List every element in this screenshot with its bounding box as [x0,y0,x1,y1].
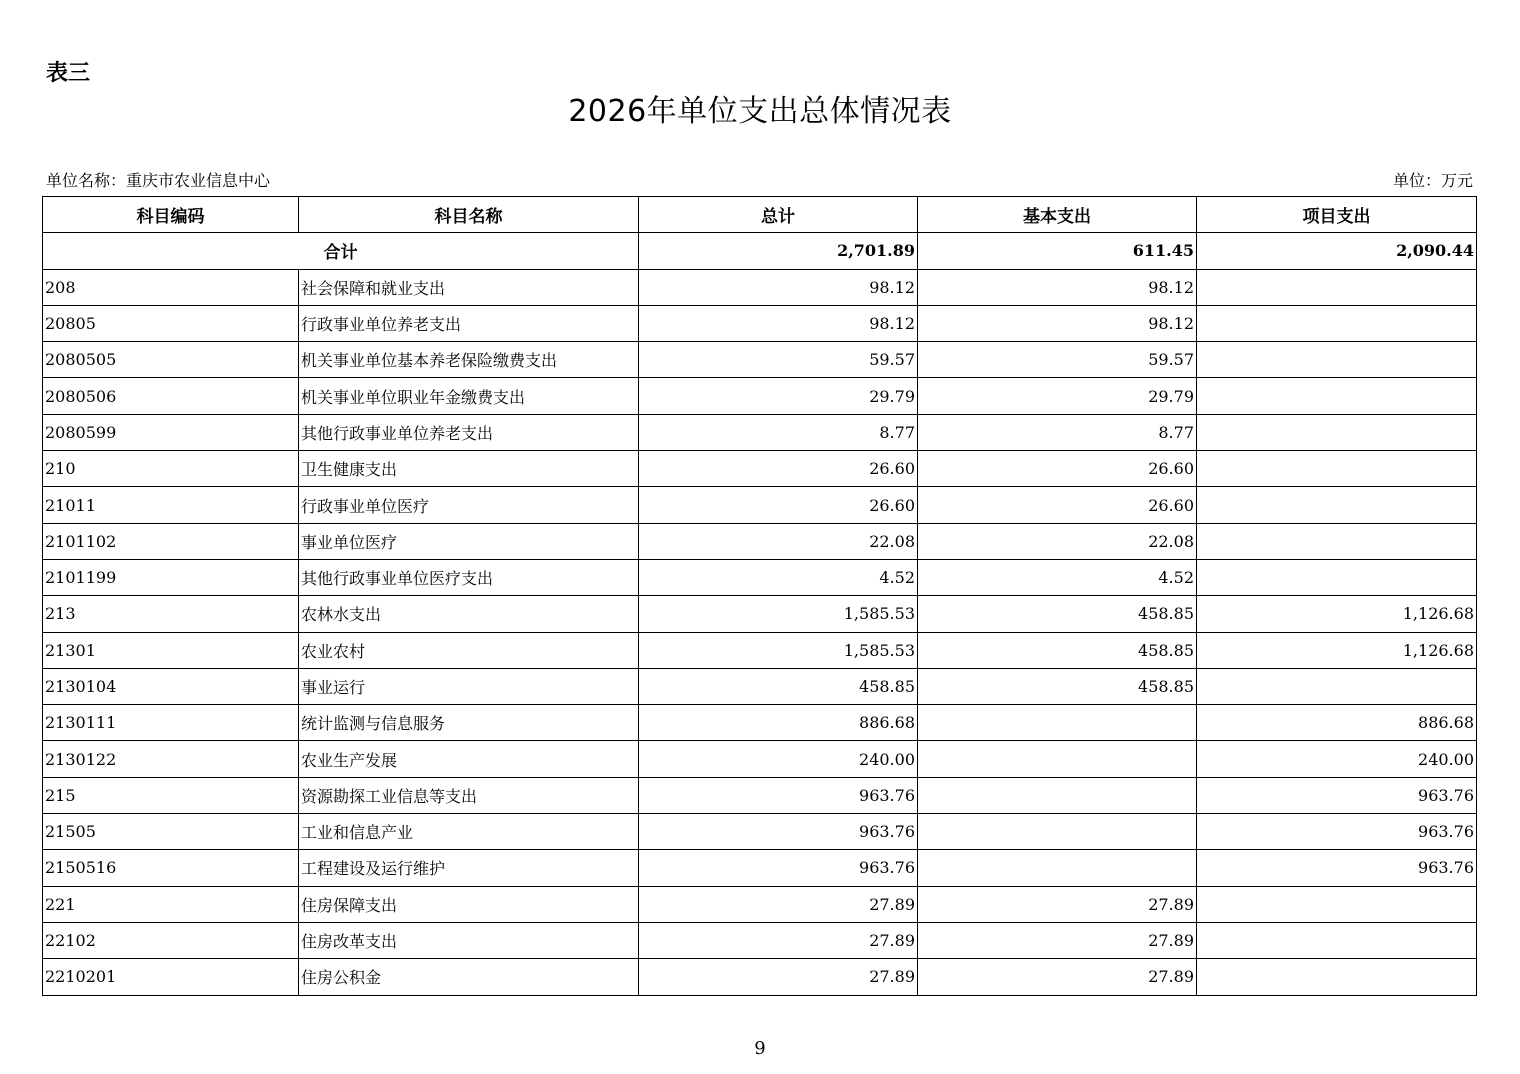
column-header-total: 总计 [639,197,918,233]
cell-total: 27.89 [639,886,918,922]
cell-project: 963.76 [1197,777,1477,813]
cell-name: 住房改革支出 [299,922,639,958]
cell-basic: 458.85 [918,668,1197,704]
cell-project [1197,487,1477,523]
total-project: 2,090.44 [1197,233,1477,269]
cell-basic: 27.89 [918,886,1197,922]
cell-project [1197,342,1477,378]
cell-name: 机关事业单位基本养老保险缴费支出 [299,342,639,378]
cell-code: 215 [43,777,299,813]
table-row [43,705,1477,741]
cell-code: 2080506 [43,378,299,414]
unit-measure: 单位：万元 [1392,171,1473,190]
cell-total: 1,585.53 [639,596,918,632]
page-number: 9 [754,1038,766,1059]
column-header-code: 科目编码 [43,197,299,233]
cell-total: 8.77 [639,414,918,450]
cell-code: 2150516 [43,850,299,886]
cell-code: 208 [43,269,299,305]
table-row [43,922,1477,958]
cell-total: 59.57 [639,342,918,378]
cell-total: 458.85 [639,668,918,704]
cell-name: 工业和信息产业 [299,814,639,850]
cell-project [1197,886,1477,922]
table-row [43,305,1477,341]
table-row [43,523,1477,559]
cell-basic: 22.08 [918,523,1197,559]
total-label: 合计 [43,233,639,269]
cell-code: 21505 [43,814,299,850]
table-row [43,814,1477,850]
table-row [43,632,1477,668]
cell-total: 27.89 [639,922,918,958]
cell-project [1197,269,1477,305]
cell-total: 26.60 [639,451,918,487]
cell-name: 住房保障支出 [299,886,639,922]
table-row [43,487,1477,523]
cell-name: 社会保障和就业支出 [299,269,639,305]
table-row [43,269,1477,305]
table-row [43,886,1477,922]
cell-total: 26.60 [639,487,918,523]
cell-name: 住房公积金 [299,959,639,995]
cell-basic: 27.89 [918,922,1197,958]
table-row [43,451,1477,487]
cell-name: 机关事业单位职业年金缴费支出 [299,378,639,414]
cell-project: 963.76 [1197,850,1477,886]
cell-basic: 26.60 [918,487,1197,523]
cell-code: 210 [43,451,299,487]
cell-code: 21011 [43,487,299,523]
cell-code: 22102 [43,922,299,958]
cell-name: 卫生健康支出 [299,451,639,487]
cell-total: 22.08 [639,523,918,559]
cell-name: 事业单位医疗 [299,523,639,559]
cell-basic: 8.77 [918,414,1197,450]
table-row [43,342,1477,378]
table-row [43,741,1477,777]
table-row [43,959,1477,995]
cell-basic [918,705,1197,741]
table-header-row [43,197,1477,233]
cell-project: 240.00 [1197,741,1477,777]
cell-basic [918,814,1197,850]
table-row [43,850,1477,886]
cell-code: 2101199 [43,559,299,595]
cell-code: 2130104 [43,668,299,704]
cell-project [1197,414,1477,450]
cell-basic [918,850,1197,886]
cell-code: 2101102 [43,523,299,559]
cell-total: 240.00 [639,741,918,777]
cell-basic: 29.79 [918,378,1197,414]
cell-code: 20805 [43,305,299,341]
cell-total: 886.68 [639,705,918,741]
cell-total: 29.79 [639,378,918,414]
cell-total: 98.12 [639,305,918,341]
cell-name: 事业运行 [299,668,639,704]
cell-basic: 458.85 [918,596,1197,632]
cell-project [1197,523,1477,559]
unit-name: 单位名称：重庆市农业信息中心 [46,171,271,190]
cell-project [1197,378,1477,414]
cell-name: 其他行政事业单位医疗支出 [299,559,639,595]
cell-total: 98.12 [639,269,918,305]
cell-total: 27.89 [639,959,918,995]
cell-code: 2080599 [43,414,299,450]
table-row [43,378,1477,414]
cell-code: 2210201 [43,959,299,995]
cell-name: 农林水支出 [299,596,639,632]
cell-total: 1,585.53 [639,632,918,668]
cell-code: 2080505 [43,342,299,378]
cell-basic: 458.85 [918,632,1197,668]
cell-basic: 27.89 [918,959,1197,995]
table-label: 表三 [46,61,91,86]
cell-basic [918,741,1197,777]
cell-code: 2130122 [43,741,299,777]
cell-code: 213 [43,596,299,632]
cell-name: 农业生产发展 [299,741,639,777]
cell-project [1197,305,1477,341]
table-row [43,559,1477,595]
cell-project [1197,559,1477,595]
column-header-project: 项目支出 [1197,197,1477,233]
cell-total: 963.76 [639,777,918,813]
column-header-basic: 基本支出 [918,197,1197,233]
cell-name: 其他行政事业单位养老支出 [299,414,639,450]
cell-name: 工程建设及运行维护 [299,850,639,886]
cell-project [1197,451,1477,487]
cell-name: 行政事业单位养老支出 [299,305,639,341]
cell-project [1197,959,1477,995]
cell-project [1197,922,1477,958]
cell-basic: 4.52 [918,559,1197,595]
table-row [43,777,1477,813]
table-row [43,668,1477,704]
cell-basic: 98.12 [918,305,1197,341]
cell-basic: 59.57 [918,342,1197,378]
table-row [43,596,1477,632]
total-row [43,233,1477,269]
cell-basic: 26.60 [918,451,1197,487]
cell-project: 1,126.68 [1197,632,1477,668]
cell-total: 963.76 [639,850,918,886]
cell-name: 农业农村 [299,632,639,668]
cell-code: 2130111 [43,705,299,741]
cell-basic [918,777,1197,813]
cell-name: 资源勘探工业信息等支出 [299,777,639,813]
cell-project: 1,126.68 [1197,596,1477,632]
cell-project: 886.68 [1197,705,1477,741]
cell-code: 221 [43,886,299,922]
total-amount: 2,701.89 [639,233,918,269]
cell-basic: 98.12 [918,269,1197,305]
cell-name: 行政事业单位医疗 [299,487,639,523]
cell-project [1197,668,1477,704]
column-header-name: 科目名称 [299,197,639,233]
table-row [43,414,1477,450]
cell-code: 21301 [43,632,299,668]
table-body [43,233,1477,995]
cell-total: 963.76 [639,814,918,850]
cell-total: 4.52 [639,559,918,595]
cell-name: 统计监测与信息服务 [299,705,639,741]
cell-project: 963.76 [1197,814,1477,850]
page-title: 2026年单位支出总体情况表 [568,94,952,129]
expense-table [42,196,1477,996]
total-basic: 611.45 [918,233,1197,269]
